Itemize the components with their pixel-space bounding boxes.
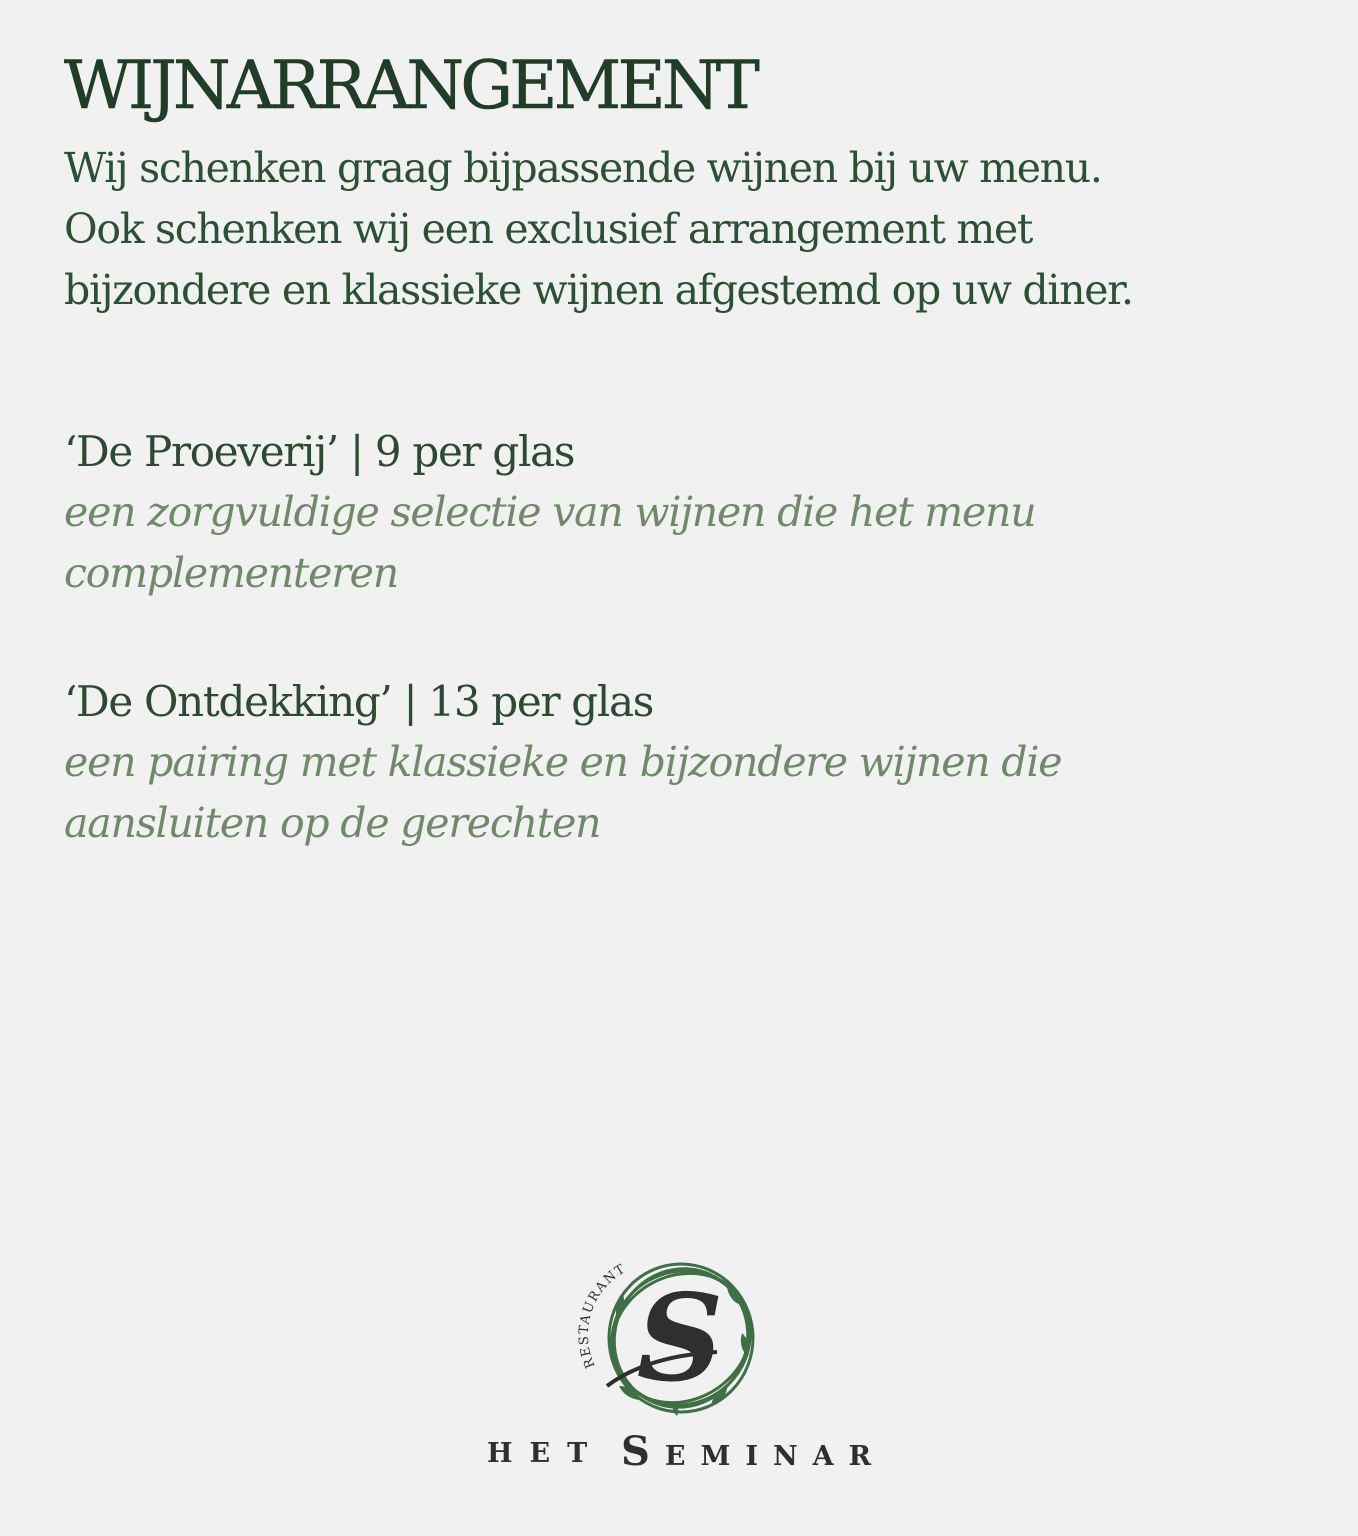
intro-line: Wij schenken graag bijpassende wijnen bij uw menu.: [64, 144, 1102, 192]
description-line: een zorgvuldige selectie van wijnen die het menu: [64, 488, 1036, 536]
wordmark-seminar-initial: S: [621, 1428, 665, 1475]
logo-arc-text: RESTAURANT: [577, 1261, 629, 1371]
restaurant-logo: [485, 1248, 885, 1478]
arrangement-description: [64, 732, 1294, 854]
intro-line: Ook schenken wij een exclusief arrangement met: [64, 205, 1033, 253]
intro-line: bijzondere en klassieke wijnen afgestemd op uw diner.: [64, 266, 1133, 314]
wordmark-seminar: [621, 1428, 886, 1475]
svg-text:RESTAURANT: [577, 1261, 629, 1370]
arrangement-title: ‘De Ontdekking’ | 13 per glas: [64, 677, 653, 726]
logo-monogram: S: [636, 1268, 724, 1409]
restaurant-wordmark: [485, 1426, 887, 1475]
wordmark-seminar-rest: EMINAR: [664, 1441, 887, 1472]
intro-text: [64, 138, 1294, 321]
arrangement-title: ‘De Proeverij’ | 9 per glas: [64, 427, 575, 476]
arrangement-description: [64, 482, 1294, 604]
wreath-monogram-icon: [577, 1248, 777, 1423]
wine-arrangement-section: [64, 44, 1294, 854]
arrangement-proeverij: [64, 421, 1294, 604]
description-line: complementeren: [64, 549, 398, 597]
page-title: WIJNARRANGEMENT: [64, 47, 757, 124]
wordmark-het: HET: [487, 1438, 605, 1469]
description-line: een pairing met klassieke en bijzondere wijnen die: [64, 738, 1062, 786]
arrangement-ontdekking: [64, 671, 1294, 854]
description-line: aansluiten op de gerechten: [64, 799, 601, 847]
